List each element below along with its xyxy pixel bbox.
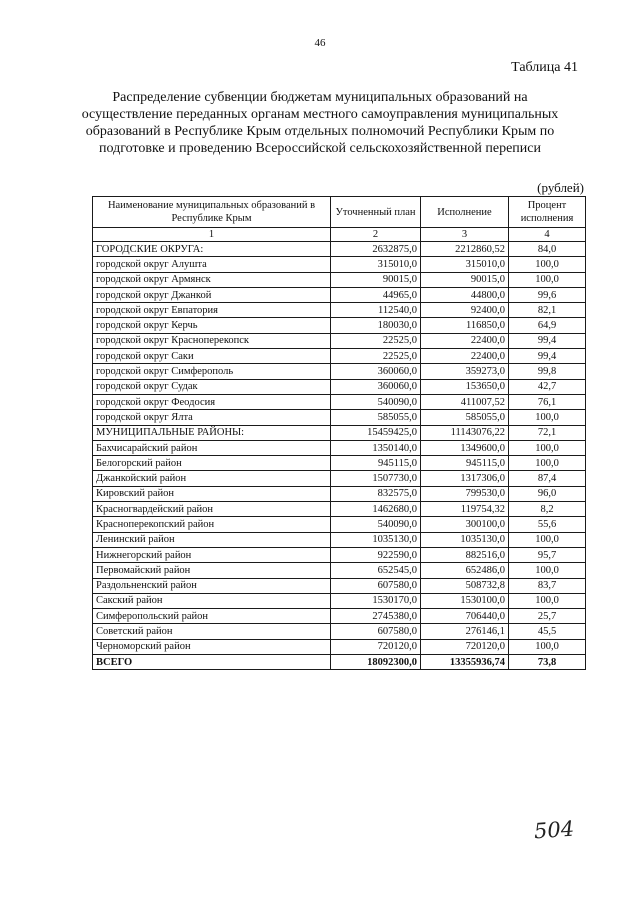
table-row <box>93 242 586 257</box>
cell-plan: 1035130,0 <box>331 532 421 547</box>
cell-plan: 540090,0 <box>331 394 421 409</box>
table-row <box>93 349 586 364</box>
cell-percent: 100,0 <box>509 410 586 425</box>
cell-name: городской округ Судак <box>93 379 331 394</box>
cell-plan: 945115,0 <box>331 456 421 471</box>
cell-execution: 116850,0 <box>421 318 509 333</box>
cell-percent: 95,7 <box>509 547 586 562</box>
cell-plan: 1507730,0 <box>331 471 421 486</box>
column-number: 1 <box>93 228 331 242</box>
table-row <box>93 440 586 455</box>
cell-name: городской округ Саки <box>93 349 331 364</box>
cell-percent: 100,0 <box>509 639 586 654</box>
cell-plan: 652545,0 <box>331 563 421 578</box>
table-row <box>93 287 586 302</box>
cell-percent: 99,6 <box>509 287 586 302</box>
cell-plan: 832575,0 <box>331 486 421 501</box>
cell-execution: 300100,0 <box>421 517 509 532</box>
cell-execution: 1349600,0 <box>421 440 509 455</box>
cell-percent: 42,7 <box>509 379 586 394</box>
cell-plan: 1350140,0 <box>331 440 421 455</box>
cell-name: городской округ Красноперекопск <box>93 333 331 348</box>
table-row <box>93 578 586 593</box>
cell-name: Черноморский район <box>93 639 331 654</box>
cell-percent: 99,8 <box>509 364 586 379</box>
cell-plan: 1462680,0 <box>331 502 421 517</box>
table-row <box>93 318 586 333</box>
column-number: 2 <box>331 228 421 242</box>
cell-percent: 100,0 <box>509 593 586 608</box>
cell-plan: 44965,0 <box>331 287 421 302</box>
cell-name: Симферопольский район <box>93 609 331 624</box>
table-row <box>93 532 586 547</box>
cell-name: Сакский район <box>93 593 331 608</box>
cell-execution: 2212860,52 <box>421 242 509 257</box>
cell-execution: 22400,0 <box>421 349 509 364</box>
table-row <box>93 257 586 272</box>
cell-plan: 112540,0 <box>331 303 421 318</box>
header-execution: Исполнение <box>421 197 509 228</box>
handwritten-page-number: 504 <box>533 816 575 844</box>
cell-plan: 315010,0 <box>331 257 421 272</box>
cell-percent: 73,8 <box>509 655 586 670</box>
cell-execution: 119754,32 <box>421 502 509 517</box>
table-row <box>93 593 586 608</box>
table-row <box>93 364 586 379</box>
cell-name: городской округ Алушта <box>93 257 331 272</box>
cell-name: ВСЕГО <box>93 655 331 670</box>
cell-percent: 100,0 <box>509 532 586 547</box>
cell-plan: 15459425,0 <box>331 425 421 440</box>
cell-percent: 100,0 <box>509 440 586 455</box>
cell-execution: 276146,1 <box>421 624 509 639</box>
table-row <box>93 486 586 501</box>
cell-plan: 2745380,0 <box>331 609 421 624</box>
cell-plan: 90015,0 <box>331 272 421 287</box>
cell-percent: 100,0 <box>509 563 586 578</box>
table-row <box>93 639 586 654</box>
cell-name: Кировский район <box>93 486 331 501</box>
table-row <box>93 410 586 425</box>
table-row <box>93 456 586 471</box>
cell-name: Красногвардейский район <box>93 502 331 517</box>
table-label: Таблица 41 <box>511 60 578 75</box>
cell-name: Советский район <box>93 624 331 639</box>
cell-name: Раздольненский район <box>93 578 331 593</box>
cell-plan: 607580,0 <box>331 578 421 593</box>
cell-percent: 100,0 <box>509 272 586 287</box>
cell-percent: 84,0 <box>509 242 586 257</box>
cell-name: городской округ Керчь <box>93 318 331 333</box>
table-row <box>93 502 586 517</box>
cell-execution: 22400,0 <box>421 333 509 348</box>
cell-execution: 720120,0 <box>421 639 509 654</box>
cell-percent: 99,4 <box>509 349 586 364</box>
cell-name: Красноперекопский район <box>93 517 331 532</box>
cell-plan: 585055,0 <box>331 410 421 425</box>
table-row <box>93 394 586 409</box>
cell-plan: 1530170,0 <box>331 593 421 608</box>
table-row <box>93 609 586 624</box>
cell-plan: 360060,0 <box>331 379 421 394</box>
column-number: 4 <box>509 228 586 242</box>
table-row <box>93 425 586 440</box>
cell-percent: 100,0 <box>509 257 586 272</box>
cell-plan: 540090,0 <box>331 517 421 532</box>
cell-execution: 315010,0 <box>421 257 509 272</box>
cell-plan: 22525,0 <box>331 333 421 348</box>
cell-execution: 1035130,0 <box>421 532 509 547</box>
cell-execution: 153650,0 <box>421 379 509 394</box>
column-number: 3 <box>421 228 509 242</box>
page-number: 46 <box>314 37 326 49</box>
cell-percent: 55,6 <box>509 517 586 532</box>
cell-percent: 64,9 <box>509 318 586 333</box>
cell-percent: 8,2 <box>509 502 586 517</box>
total-row <box>93 655 586 670</box>
table-row <box>93 563 586 578</box>
cell-execution: 945115,0 <box>421 456 509 471</box>
cell-execution: 585055,0 <box>421 410 509 425</box>
cell-percent: 72,1 <box>509 425 586 440</box>
cell-plan: 360060,0 <box>331 364 421 379</box>
cell-execution: 359273,0 <box>421 364 509 379</box>
cell-name: городской округ Симферополь <box>93 364 331 379</box>
table-row <box>93 333 586 348</box>
table-header-row <box>93 197 586 228</box>
cell-name: городской округ Евпатория <box>93 303 331 318</box>
cell-plan: 720120,0 <box>331 639 421 654</box>
cell-execution: 1317306,0 <box>421 471 509 486</box>
cell-execution: 13355936,74 <box>421 655 509 670</box>
cell-plan: 922590,0 <box>331 547 421 562</box>
cell-percent: 99,4 <box>509 333 586 348</box>
cell-name: Первомайский район <box>93 563 331 578</box>
cell-plan: 2632875,0 <box>331 242 421 257</box>
table-row <box>93 471 586 486</box>
cell-name: Бахчисарайский район <box>93 440 331 455</box>
cell-plan: 18092300,0 <box>331 655 421 670</box>
cell-name: городской округ Феодосия <box>93 394 331 409</box>
cell-execution: 799530,0 <box>421 486 509 501</box>
table-row <box>93 272 586 287</box>
cell-name: ГОРОДСКИЕ ОКРУГА: <box>93 242 331 257</box>
cell-plan: 607580,0 <box>331 624 421 639</box>
cell-name: Нижнегорский район <box>93 547 331 562</box>
table-body <box>93 242 586 670</box>
cell-percent: 76,1 <box>509 394 586 409</box>
cell-execution: 411007,52 <box>421 394 509 409</box>
cell-percent: 100,0 <box>509 456 586 471</box>
header-plan: Уточненный план <box>331 197 421 228</box>
cell-percent: 83,7 <box>509 578 586 593</box>
table-row <box>93 547 586 562</box>
subvention-table <box>92 196 586 670</box>
header-name: Наименование муниципальных образований в Республике Крым <box>93 197 331 228</box>
cell-plan: 180030,0 <box>331 318 421 333</box>
table-row <box>93 517 586 532</box>
cell-percent: 82,1 <box>509 303 586 318</box>
table-row <box>93 379 586 394</box>
cell-execution: 90015,0 <box>421 272 509 287</box>
cell-name: городской округ Армянск <box>93 272 331 287</box>
cell-execution: 652486,0 <box>421 563 509 578</box>
cell-name: городской округ Джанкой <box>93 287 331 302</box>
cell-name: Белогорский район <box>93 456 331 471</box>
table-row <box>93 303 586 318</box>
cell-percent: 25,7 <box>509 609 586 624</box>
cell-execution: 706440,0 <box>421 609 509 624</box>
header-percent: Процент исполнения <box>509 197 586 228</box>
cell-name: Ленинский район <box>93 532 331 547</box>
cell-execution: 44800,0 <box>421 287 509 302</box>
table-row <box>93 624 586 639</box>
cell-percent: 87,4 <box>509 471 586 486</box>
cell-execution: 508732,8 <box>421 578 509 593</box>
cell-name: городской округ Ялта <box>93 410 331 425</box>
cell-name: МУНИЦИПАЛЬНЫЕ РАЙОНЫ: <box>93 425 331 440</box>
cell-execution: 92400,0 <box>421 303 509 318</box>
cell-execution: 11143076,22 <box>421 425 509 440</box>
cell-percent: 45,5 <box>509 624 586 639</box>
column-number-row <box>93 228 586 242</box>
document-title: Распределение субвенции бюджетам муниципальных образований на осуществление переданных органам местного самоуправления муниципальных образований в Республике Крым отдельных полномочий Республики Крым по подготовке и проведению Всероссийской сельскохозяйственной переписи <box>81 90 559 156</box>
cell-plan: 22525,0 <box>331 349 421 364</box>
cell-execution: 1530100,0 <box>421 593 509 608</box>
cell-percent: 96,0 <box>509 486 586 501</box>
cell-execution: 882516,0 <box>421 547 509 562</box>
cell-name: Джанкойский район <box>93 471 331 486</box>
unit-label: (рублей) <box>537 180 584 195</box>
